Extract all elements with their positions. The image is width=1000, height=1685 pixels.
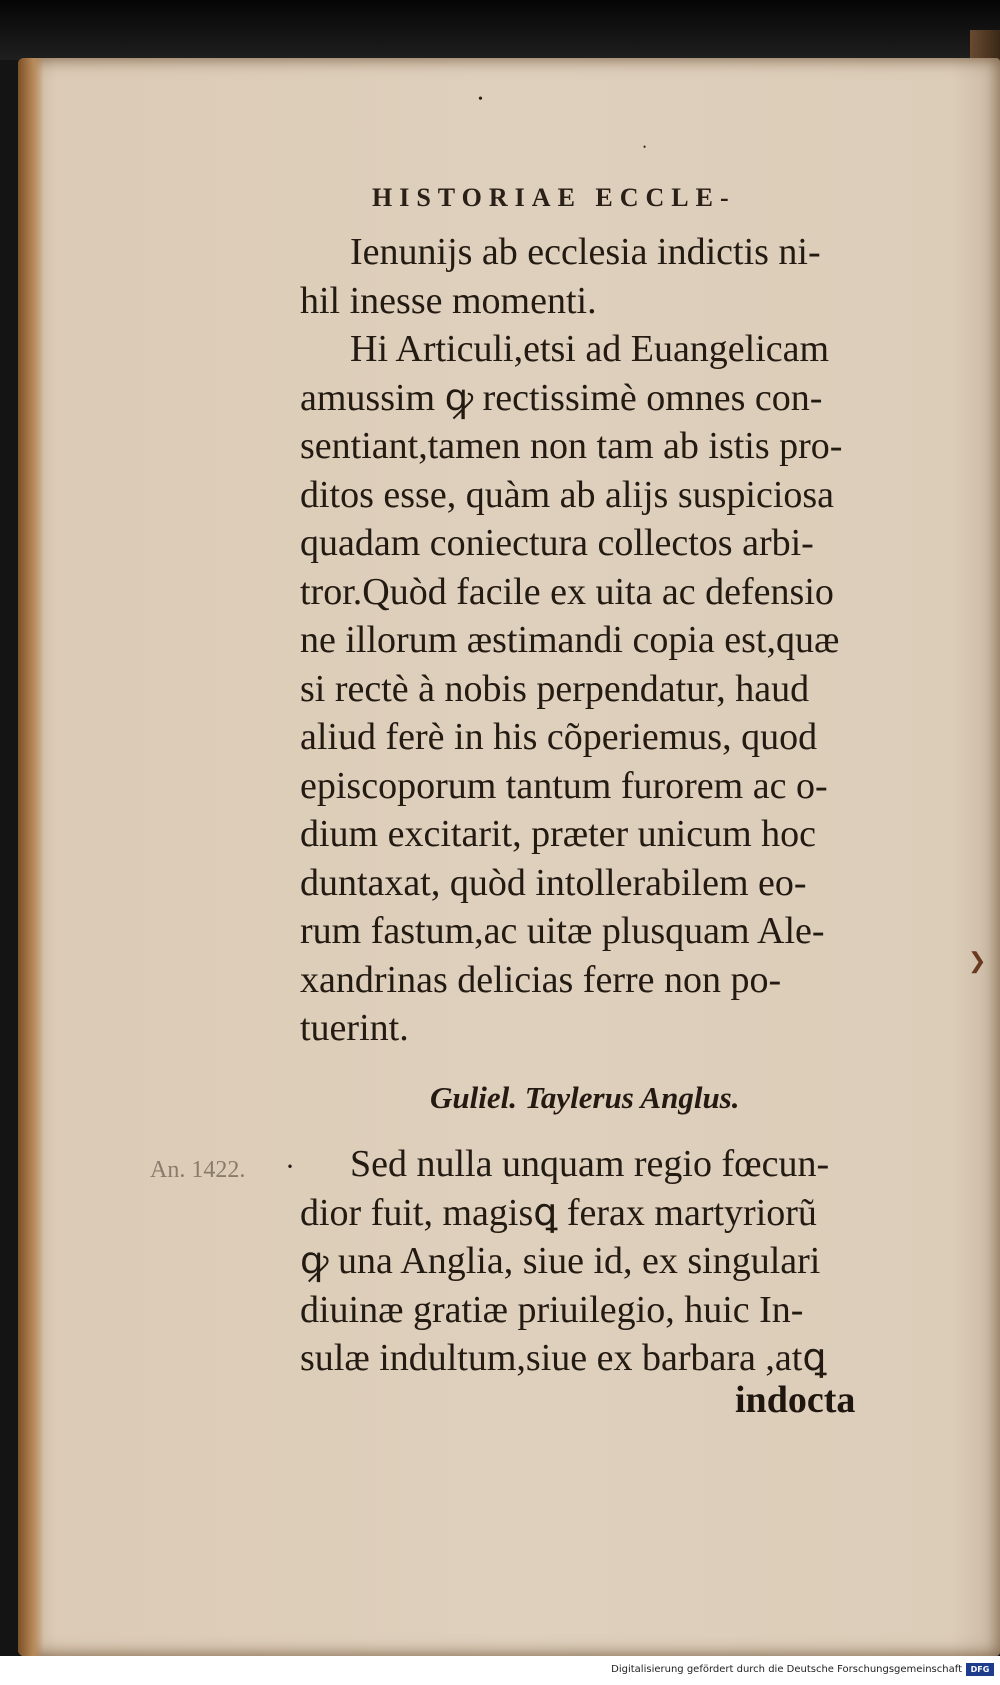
catchword: indocta [735,1379,856,1421]
text-line: diuinæ gratiæ priuilegio, huic In- [300,1288,804,1331]
text-line: ne illorum æstimandi copia est,quæ [300,619,840,661]
ink-speck: • [478,92,483,107]
section-heading: Guliel. Taylerus Anglus. [430,1080,740,1115]
margin-note-date: An. 1422. [150,1157,246,1183]
text-line: rum fastum,ac uitæ plusquam Ale- [300,910,825,952]
dfg-logo: DFG [966,1663,994,1676]
text-line: aliud ferè in his cõperiemus, quod [300,716,818,758]
text-line: duntaxat, quòd intollerabilem eo- [300,861,807,904]
text-line: ditos esse, quàm ab alijs suspiciosa [300,473,835,516]
paragraph-block-second [300,1140,930,1383]
margin-dot: · [285,1150,295,1183]
text-line: Sed nulla unquam regio fœcun- [350,1143,830,1185]
ink-speck: • [643,142,647,152]
text-line: ꝙ una Anglia, siue id, ex singulari [300,1240,821,1282]
text-line: Hi Articuli,etsi ad Euangelicam [350,328,830,370]
text-line: episcoporum tantum furorem ac o- [300,764,828,807]
running-head: HISTORIAE ECCLE- [372,183,736,212]
text-line: Ienunijs ab ecclesia indictis ni- [350,231,821,273]
text-line: tuerint. [300,1007,409,1049]
text-line: tror.Quòd facile ex uita ac defensio [300,570,834,613]
text-line: dior fuit, magisꝗ ferax martyriorũ [300,1191,817,1234]
paragraph-block-first [300,228,930,1053]
text-line: amussim ꝙ rectissimè omnes con- [300,376,823,419]
text-line: sulæ indultum,siue ex barbara ,atꝗ [300,1337,827,1379]
page-gutter-shadow [18,58,44,1656]
scan-top-border [0,0,1000,60]
text-line: quadam coniectura collectos arbi- [300,522,814,564]
text-line: dium excitarit, præter unicum hoc [300,813,817,855]
text-line: sentiant,tamen non tam ab istis pro- [300,425,843,467]
text-line: si rectè à nobis perpendatur, haud [300,667,810,710]
text-line: hil inesse momenti. [300,279,597,322]
marginal-pointer-icon: ❯ [968,948,987,973]
text-line: xandrinas delicias ferre non po- [300,958,782,1001]
digitization-credit: Digitalisierung gefördert durch die Deutsche Forschungsgemeinschaft [611,1664,962,1675]
